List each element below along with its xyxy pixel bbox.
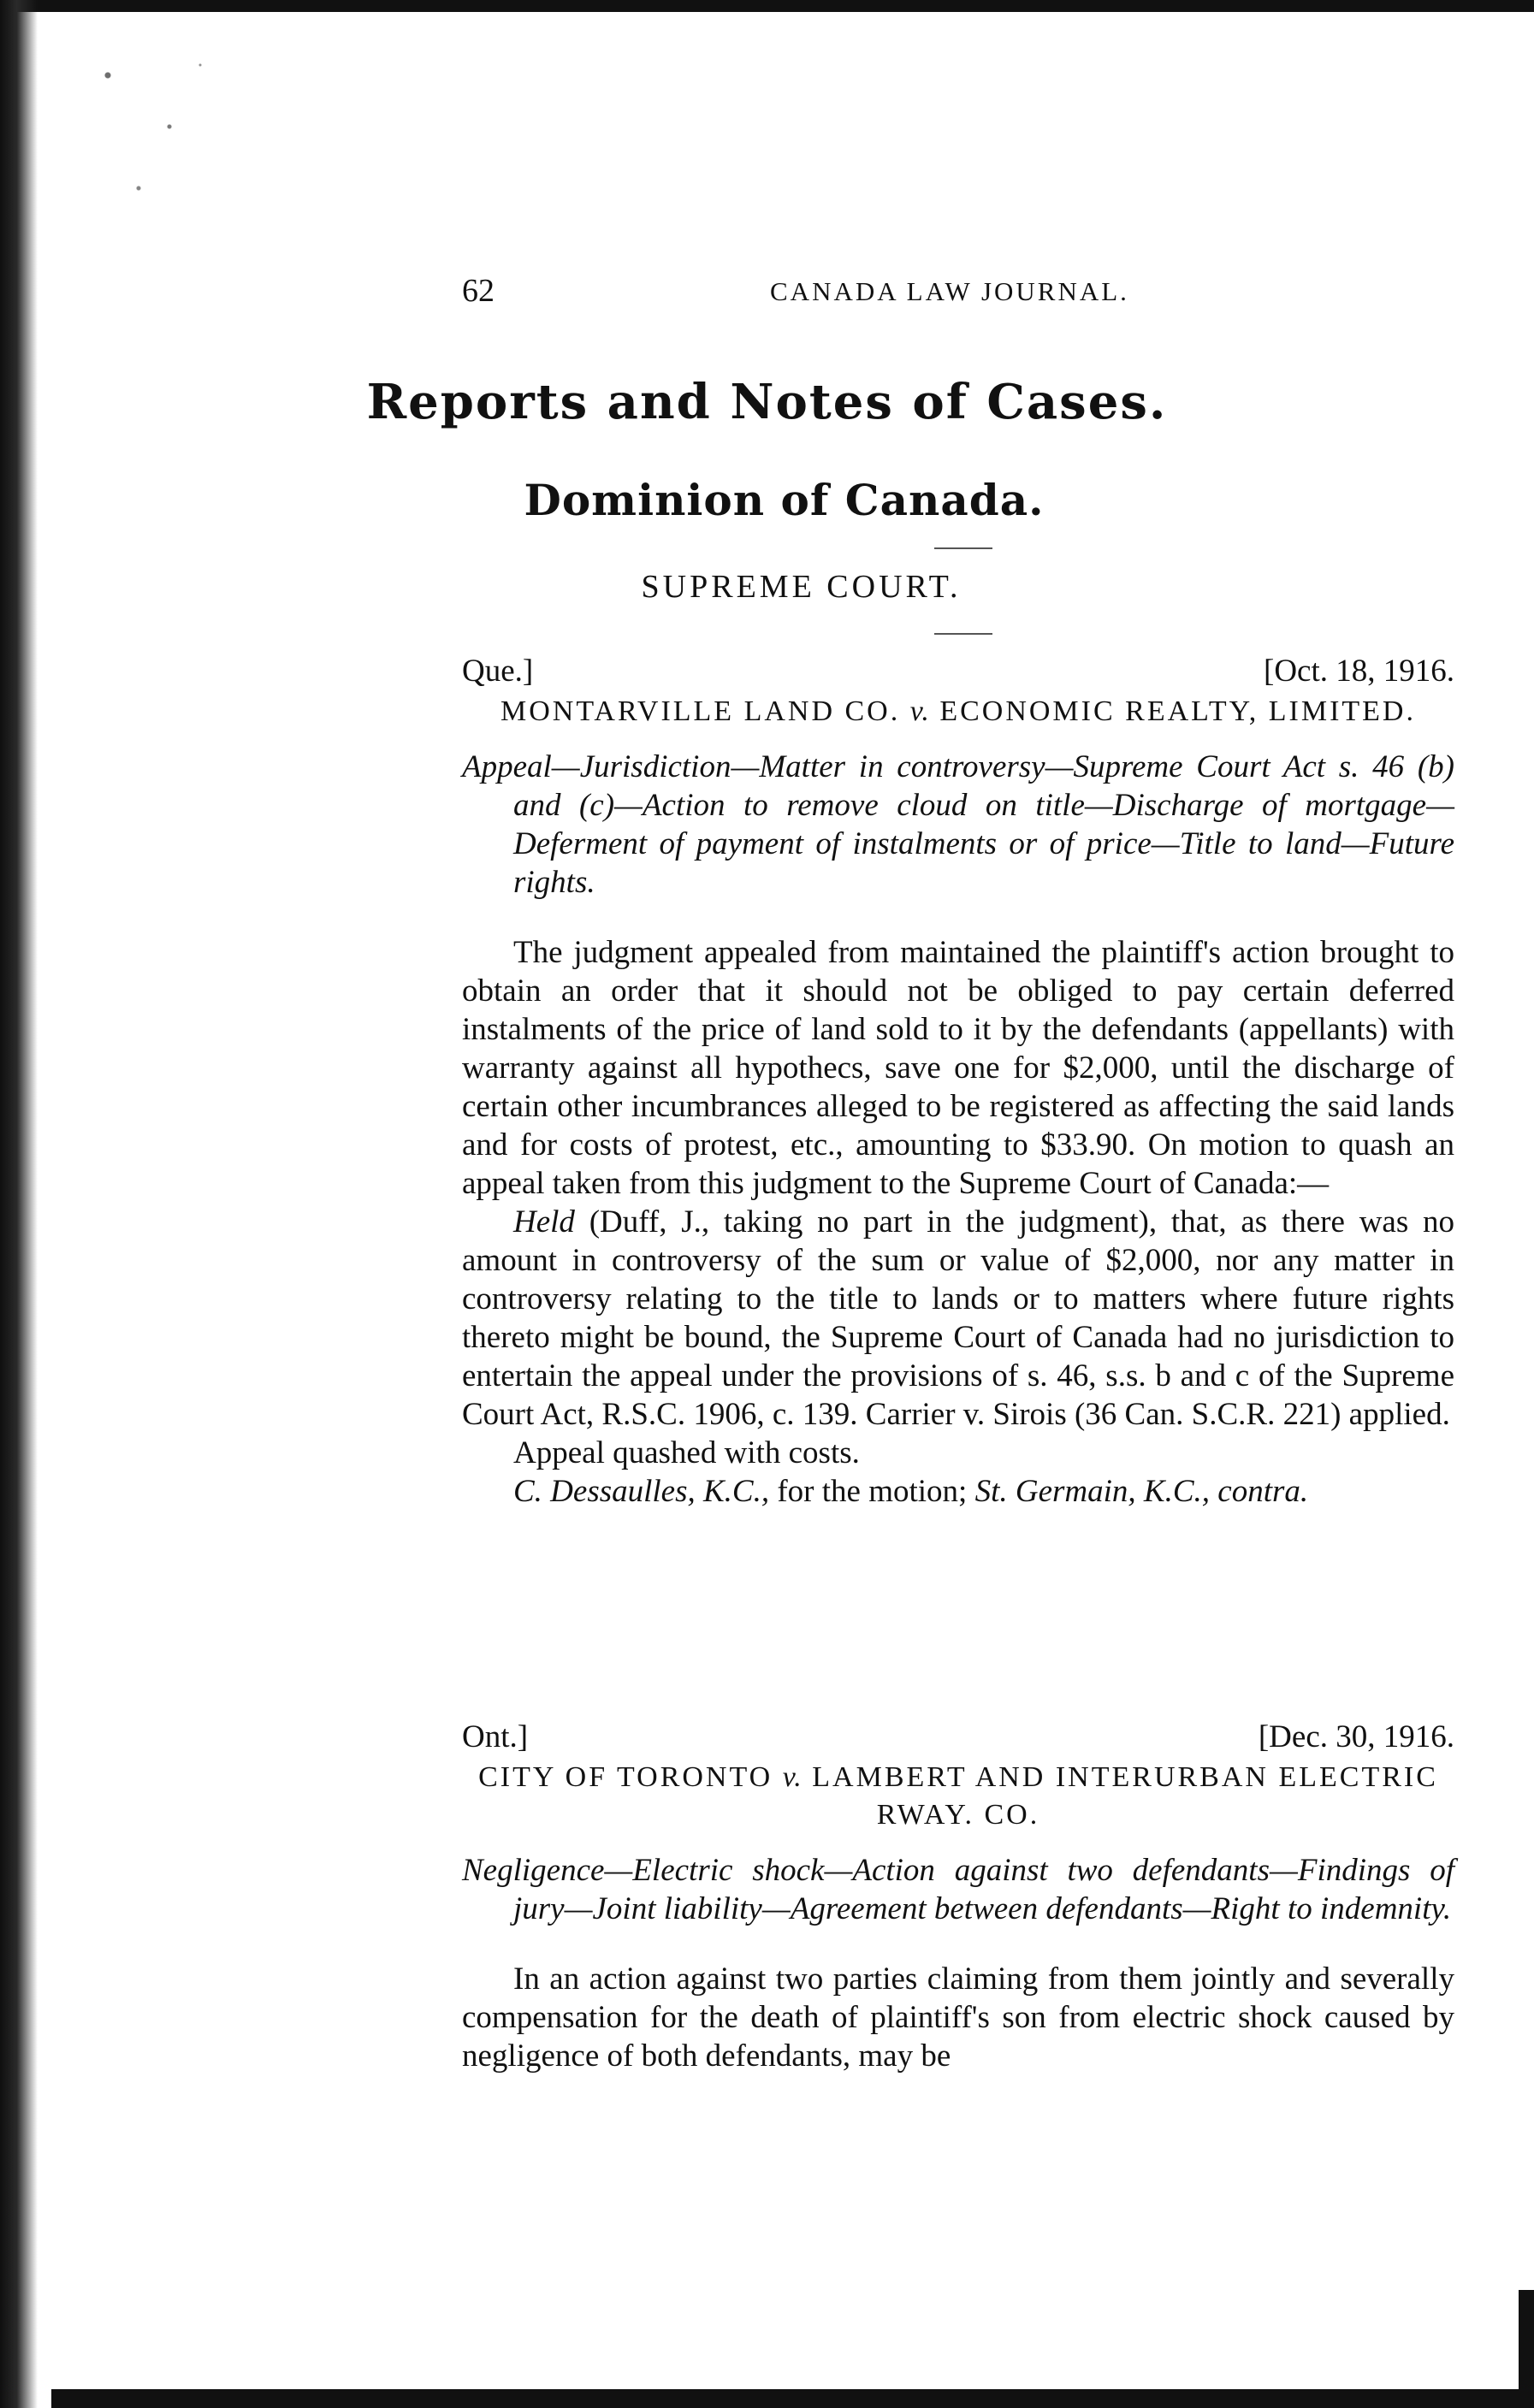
case-province: Ont.] [462,1719,529,1754]
page-header [462,274,1454,317]
case-jurisdiction-row [462,654,1454,693]
case-versus: v. [782,1761,803,1793]
case-counsel [462,1472,1454,1511]
court-label: SUPREME COURT. [641,569,962,605]
title-rule [934,547,992,549]
scan-bottom-edge [51,2389,1534,2408]
scan-left-edge [0,0,38,2408]
case-province: Que.] [462,654,534,689]
case-report-2 [462,1719,1454,2075]
case-date: [Oct. 18, 1916. [1264,654,1454,689]
jurisdiction-title: Dominion of Canada. [524,475,1045,525]
case-paragraph: In an action against two parties claiming from them jointly and severally compensation for the death of plaintiff's son from electric shock caused by negligence of both defendants, may be [462,1961,1454,2074]
case-party-first: CITY OF TORONTO [478,1761,773,1793]
case-title [462,693,1454,731]
held-label: Held [513,1204,575,1239]
case-date: [Dec. 30, 1916. [1258,1719,1454,1754]
holding-text: (Duff, J., taking no part in the judgment), that, as there was no amount in controversy of the sum or value of $2,000, nor any matter in controversy relating to the title to lands or to matters where future rights thereto might be bound, the Supreme Court of Canada had no jurisdiction to entertain the appeal under the provisions of s. 46, s.s. b and c of the Supreme Court Act, R.S.C. 1906, c. 139. Carrier v. Sirois (36 Can. S.C.R. 221) applied. [462,1204,1455,1432]
case-paragraph: The judgment appealed from maintained the plaintiff's action brought to obtain an order that it should not be obliged to pay certain deferred instalments of the price of land sold to it by the defendants (appellants) with warranty against all hypothecs, save one for $2,000, until the discharge of certain other incumbrances alleged to be registered as affecting the said lands and for costs of protest, etc., amounting to $33.90. On motion to quash an appeal taken from this judgment to the Supreme Court of Canada:— [462,935,1454,1201]
case-disposition: Appeal quashed with costs. [513,1435,860,1470]
case-party-second: ECONOMIC REALTY, LIMITED. [939,695,1416,727]
case-party-first: MONTARVILLE LAND CO. [500,695,901,727]
running-head: CANADA LAW JOURNAL. [770,276,1129,306]
case-headnote: Appeal—Jurisdiction—Matter in controversy—Supreme Court Act s. 46 (b) and (c)—Action to remove cloud on title—Discharge of mortgage—Deferment of payment of instalments or of price—Title to land—Future rights. [462,749,1454,900]
case-holding [462,1203,1454,1434]
counsel-2-name: St. Germain, K.C., [974,1474,1211,1509]
counsel-1-role: for the motion; [777,1474,968,1509]
court-rule [934,633,992,635]
case-headnote: Negligence—Electric shock—Action against two defendants—Findings of jury—Joint liability—Agreement between defendants—Right to indemnity. [462,1853,1454,1926]
case-jurisdiction-row [462,1719,1454,1759]
case-report-1 [462,654,1454,1511]
counsel-1-name: C. Dessaulles, K.C., [513,1474,770,1509]
case-versus: v. [909,695,930,727]
scan-speckles [77,34,231,240]
counsel-2-role: contra. [1217,1474,1309,1509]
page-number: 62 [462,273,495,309]
scan-top-edge [0,0,1534,12]
section-title: Reports and Notes of Cases. [366,374,1168,430]
case-title [462,1759,1454,1834]
scan-right-corner [1519,2290,1534,2393]
case-party-second: LAMBERT AND INTERURBAN ELECTRIC RWAY. CO. [812,1761,1438,1831]
